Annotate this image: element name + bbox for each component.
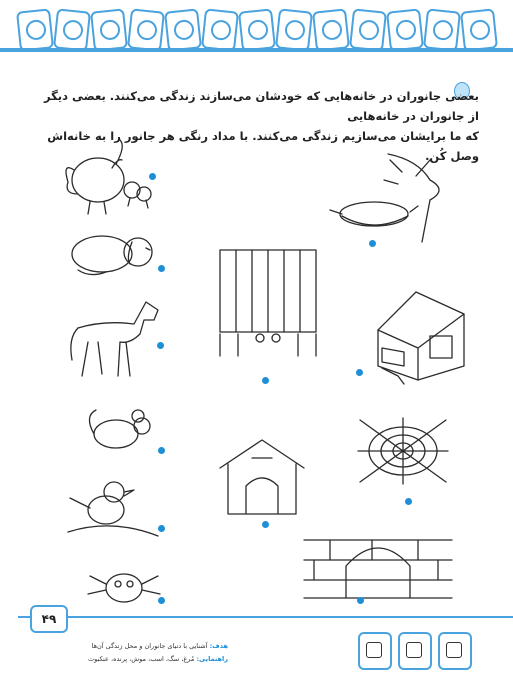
face-card-icon — [460, 8, 498, 51]
bird-dot[interactable] — [158, 525, 165, 532]
web-dot[interactable] — [405, 498, 412, 505]
spider-dot[interactable] — [158, 597, 165, 604]
bird-on-branch-illustration — [64, 478, 160, 540]
spiral-card-icon — [201, 8, 239, 51]
sun-card-icon — [164, 8, 202, 51]
map-card-icon — [16, 8, 54, 51]
figure-card-icon — [53, 8, 91, 51]
nest-dot[interactable] — [369, 240, 376, 247]
flower-card-icon — [127, 8, 165, 51]
spider-web-illustration — [356, 416, 450, 486]
hen-and-chicks-illustration — [60, 138, 160, 218]
mouse-hole-dot[interactable] — [357, 597, 364, 604]
coop-dot[interactable] — [356, 369, 363, 376]
guide-label: راهنمایی: — [196, 655, 228, 663]
footer-face-card — [438, 632, 472, 670]
spider-illustration — [86, 566, 162, 608]
doghouse-dot[interactable] — [262, 521, 269, 528]
stable-dot[interactable] — [262, 377, 269, 384]
mouse-illustration — [86, 404, 160, 456]
chicken-coop-illustration — [368, 288, 472, 384]
dog-illustration — [66, 228, 158, 280]
dog-dot[interactable] — [158, 265, 165, 272]
header-rule — [0, 48, 513, 52]
lizard-card-icon — [312, 8, 350, 51]
goal-line — [18, 640, 228, 653]
bird-card-icon — [238, 8, 276, 51]
footer-notes — [18, 640, 228, 666]
flower-card-icon — [386, 8, 424, 51]
doghouse-illustration — [218, 438, 306, 518]
hen-dot[interactable] — [149, 173, 156, 180]
nest-illustration — [318, 150, 450, 242]
footer-face-card — [358, 632, 392, 670]
instruction-line-2: که ما برایشان می‌سازیم زندگی می‌کنند. با مداد رنگی هر جانور را به خانه‌اش وصل کُن. — [47, 129, 479, 163]
guide-line — [18, 653, 228, 666]
stable-illustration — [216, 248, 320, 358]
mouse-dot[interactable] — [158, 447, 165, 454]
instruction-line-1: بعضی جانوران در خانه‌هایی که خودشان می‌سازند زندگی می‌کنند. بعضی دیگر از جانوران در خانه‌هایی — [43, 89, 479, 123]
footer-rule — [18, 616, 513, 618]
face-card-icon — [349, 8, 387, 51]
footer-face-card — [398, 632, 432, 670]
bird-card-icon — [90, 8, 128, 51]
horse-illustration — [64, 290, 160, 384]
page-number: ۴۹ — [30, 605, 68, 633]
mouse-hole-illustration — [300, 526, 456, 600]
goal-label: هدف: — [209, 642, 228, 650]
goal-text: آشنایی با دنیای جانوران و محل زندگی آن‌ها — [91, 642, 208, 650]
rocket-card-icon — [423, 8, 461, 51]
horse-dot[interactable] — [157, 342, 164, 349]
landscape-card-icon — [275, 8, 313, 51]
guide-text: مُرغ، سگ، اسب، موش، پرنده، عنکبوت — [88, 655, 195, 663]
